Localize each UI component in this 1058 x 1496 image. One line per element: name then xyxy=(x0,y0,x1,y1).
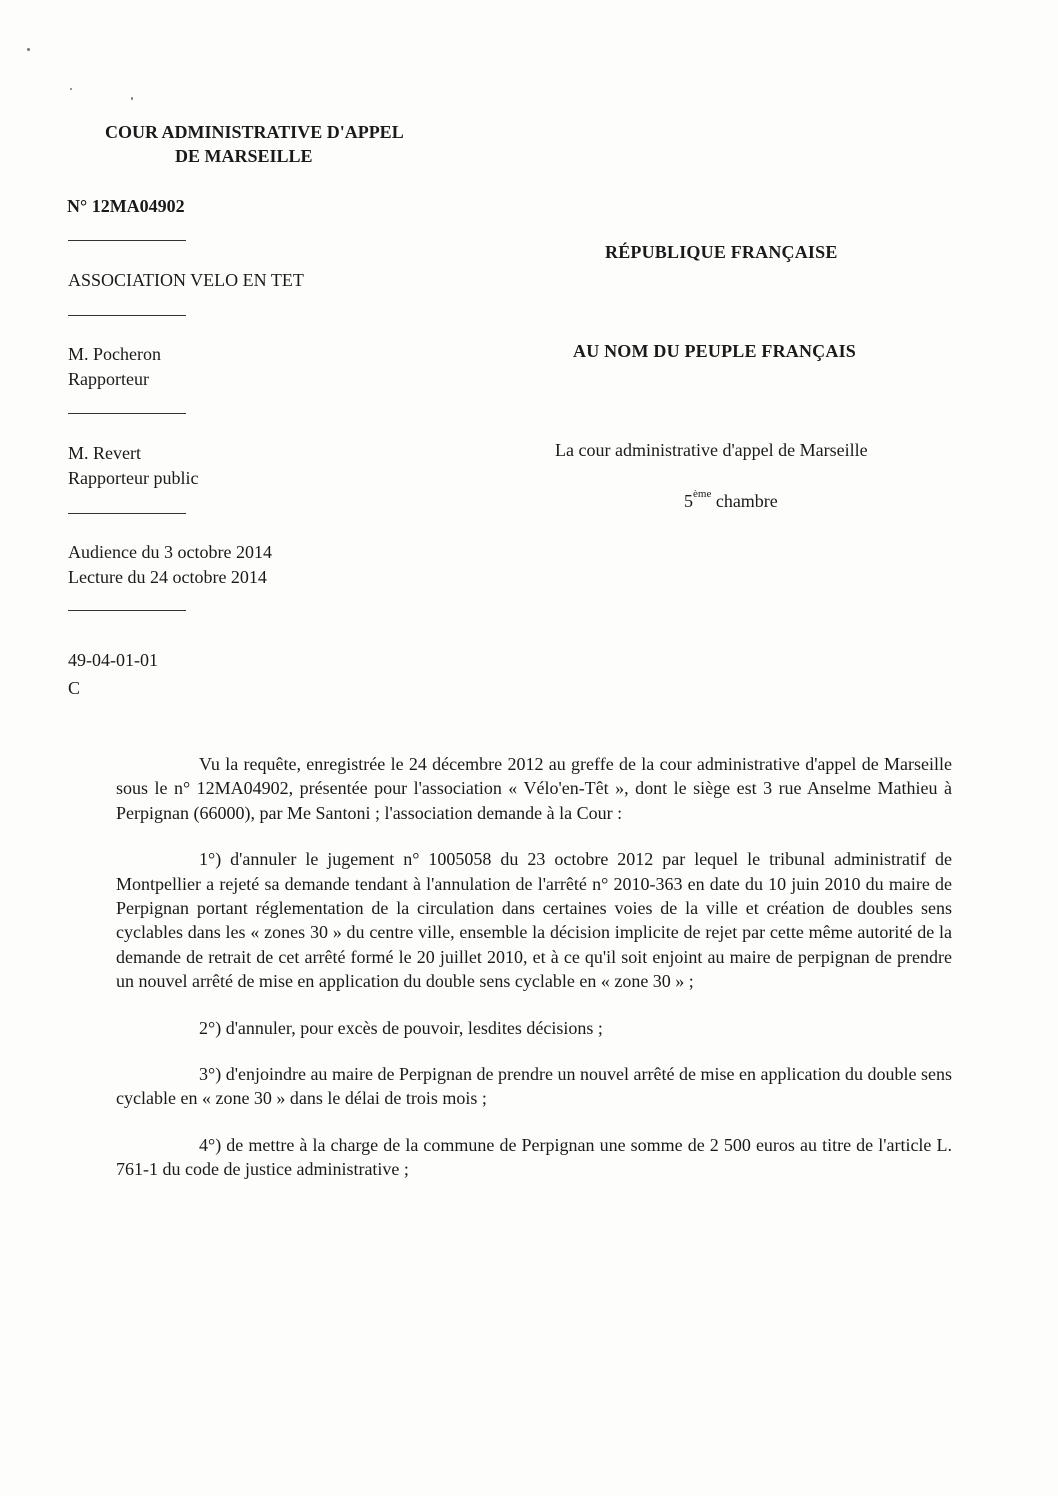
scan-speck xyxy=(70,88,72,90)
rapporteur-block xyxy=(68,342,161,392)
paragraph-conclusion-1: 1°) d'annuler le jugement n° 1005058 du 23 octobre 2012 par lequel le tribunal administratif de Montpellier a rejeté sa demande tendant à l'annulation de l'arrêté n° 2010-363 en date du 10 juin 2010 du maire de Perpignan portant réglementation de la circulation dans certaines voies de la ville et création de doubles sens cyclables dans les « zones 30 » du centre ville, ensemble la décision implicite de rejet par cette même autorité de la demande de retrait de cet arrêté formé le 20 juillet 2010, et à ce qu'il soit enjoint au maire de perpignan de prendre un nouvel arrêté de mise en application du double sens cyclable en « zone 30 » ; xyxy=(116,849,952,992)
people-title: AU NOM DU PEUPLE FRANÇAIS xyxy=(573,341,856,361)
classification-block xyxy=(68,648,158,701)
scan-speck xyxy=(27,48,30,51)
rapporteur-name: M. Pocheron xyxy=(68,344,161,364)
chamber xyxy=(684,488,778,512)
public-rapporteur-block xyxy=(68,441,198,491)
classification-code: 49-04-01-01 xyxy=(68,650,158,670)
paragraph-conclusion-3: 3°) d'enjoindre au maire de Perpignan de prendre un nouvel arrêté de mise en application du double sens cyclable en « zone 30 » dans le délai de trois mois ; xyxy=(116,1064,952,1109)
paragraph-conclusion-4: 4°) de mettre à la charge de la commune de Perpignan une somme de 2 500 euros au titre de l'article L. 761-1 du code de justice administrative ; xyxy=(116,1134,952,1180)
scan-speck xyxy=(131,97,133,100)
decision-body xyxy=(116,752,952,1204)
court-name-line2: DE MARSEILLE xyxy=(175,146,313,166)
case-number: N° 12MA04902 xyxy=(67,196,185,216)
chamber-word: chambre xyxy=(711,491,778,511)
chamber-suffix: ème xyxy=(693,488,712,500)
paragraph-request: Vu la requête, enregistrée le 24 décembre 2012 au greffe de la cour administrative d'appel de Marseille sous le n° 12MA04902, présentée pour l'association « Vélo'en-Têt », dont le siège est 3 rue Anselme Mathieu à Perpignan (66000), par Me Santoni ; l'association demande à la Cour : xyxy=(116,754,952,823)
court-name-line1: COUR ADMINISTRATIVE D'APPEL xyxy=(105,122,404,142)
republic-title: RÉPUBLIQUE FRANÇAISE xyxy=(605,242,838,262)
chamber-number: 5 xyxy=(684,491,693,511)
divider xyxy=(68,315,186,316)
divider xyxy=(68,513,186,514)
public-rapporteur-role: Rapporteur public xyxy=(68,468,199,488)
hearing-date: Audience du 3 octobre 2014 xyxy=(68,542,272,562)
reading-date: Lecture du 24 octobre 2014 xyxy=(68,567,267,587)
party-name: ASSOCIATION VELO EN TET xyxy=(68,270,304,290)
publication-code: C xyxy=(68,678,81,698)
rapporteur-role: Rapporteur xyxy=(68,369,149,389)
public-rapporteur-name: M. Revert xyxy=(68,443,141,463)
court-header xyxy=(105,120,404,168)
divider xyxy=(68,240,186,241)
court-designation: La cour administrative d'appel de Marseille xyxy=(555,440,868,460)
paragraph-conclusion-2: 2°) d'annuler, pour excès de pouvoir, lesdites décisions ; xyxy=(199,1017,603,1038)
divider xyxy=(68,413,186,414)
divider xyxy=(68,610,186,611)
dates-block xyxy=(68,540,272,590)
